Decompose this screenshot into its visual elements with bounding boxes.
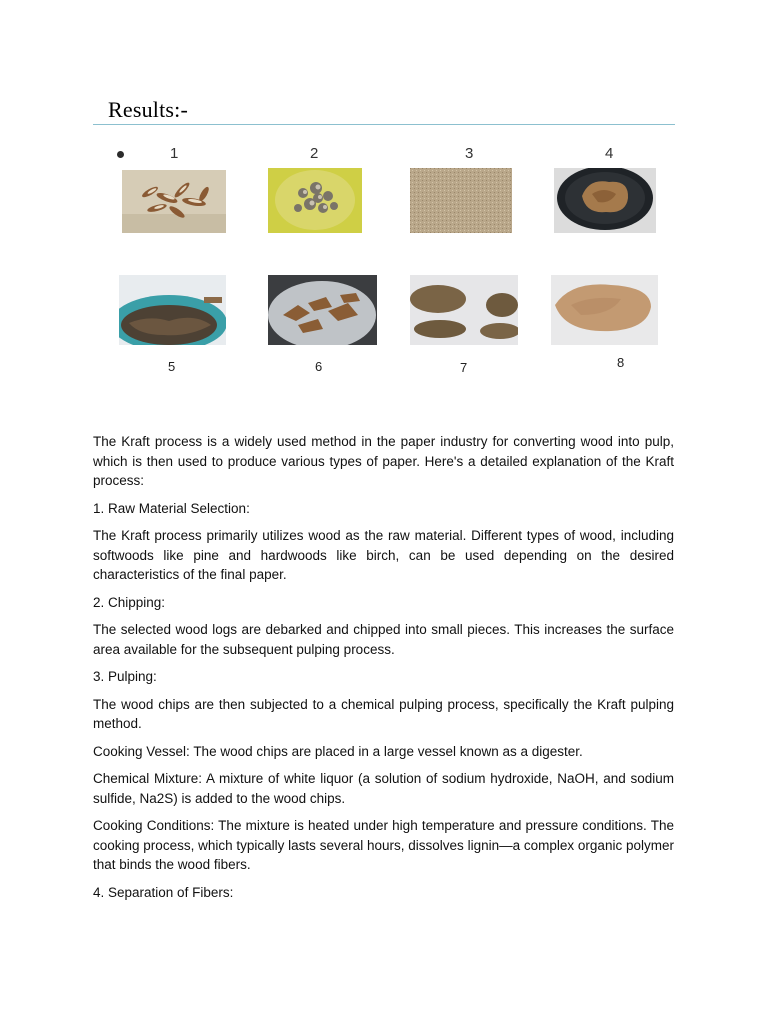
pulp-sheets-photo: [410, 275, 518, 345]
section-3-body: The wood chips are then subjected to a chemical pulping process, specifically the Kraft pulping method.: [93, 696, 674, 731]
image-number-8: 8: [617, 355, 625, 370]
image-number-6: 6: [315, 359, 323, 374]
body-text: [93, 432, 674, 910]
section-1-body: The Kraft process primarily utilizes wood as the raw material. Different types of wood, including softwoods like pine and hardwoods like birch, can be used depending on the desired characteristics of the final paper.: [93, 528, 674, 582]
sawdust-powder-photo: [410, 168, 512, 233]
image-number-1: 1: [170, 145, 179, 162]
image-number-4: 4: [605, 145, 614, 162]
section-2-heading: 2. Chipping:: [93, 594, 166, 610]
heading-underline: [93, 124, 675, 125]
chips-in-sieve-photo: [268, 168, 362, 233]
pulp-in-pot-photo: [554, 168, 656, 233]
image-number-3: 3: [465, 145, 474, 162]
image-number-7: 7: [460, 360, 468, 375]
cooking-conditions-paragraph: Cooking Conditions: The mixture is heated under high temperature and pressure conditions. The cooking process, which typically lasts several hours, dissolves lignin—a complex organic polymer that binds the wood fibers.: [93, 818, 674, 872]
dried-pulp-sheet-photo: [551, 275, 658, 345]
bullet-icon: [117, 151, 124, 158]
results-heading: Results:-: [108, 97, 189, 122]
pulp-on-plate-photo: [268, 275, 377, 345]
section-3-heading: 3. Pulping:: [93, 669, 157, 684]
cooking-vessel-paragraph: Cooking Vessel: The wood chips are placed in a large vessel known as a digester.: [93, 743, 583, 759]
image-number-2: 2: [310, 145, 319, 162]
section-2-body: The selected wood logs are debarked and chipped into small pieces. This increases the surface area available for the subsequent pulping process.: [93, 622, 674, 657]
section-4-heading: 4. Separation of Fibers:: [93, 884, 234, 900]
chemical-mixture-paragraph: Chemical Mixture: A mixture of white liquor (a solution of sodium hydroxide, NaOH, and sodium sulfide, Na2S) is added to the wood chips.: [93, 771, 674, 806]
pulp-in-basin-photo: [119, 275, 226, 345]
wood-chips-photo: [122, 170, 226, 233]
image-number-5: 5: [168, 359, 176, 374]
section-1-heading: 1. Raw Material Selection:: [93, 500, 250, 516]
intro-paragraph: The Kraft process is a widely used method in the paper industry for converting wood into pulp, which is then used to produce various types of paper. Here's a detailed explanation of the Kraft process:: [93, 434, 674, 488]
